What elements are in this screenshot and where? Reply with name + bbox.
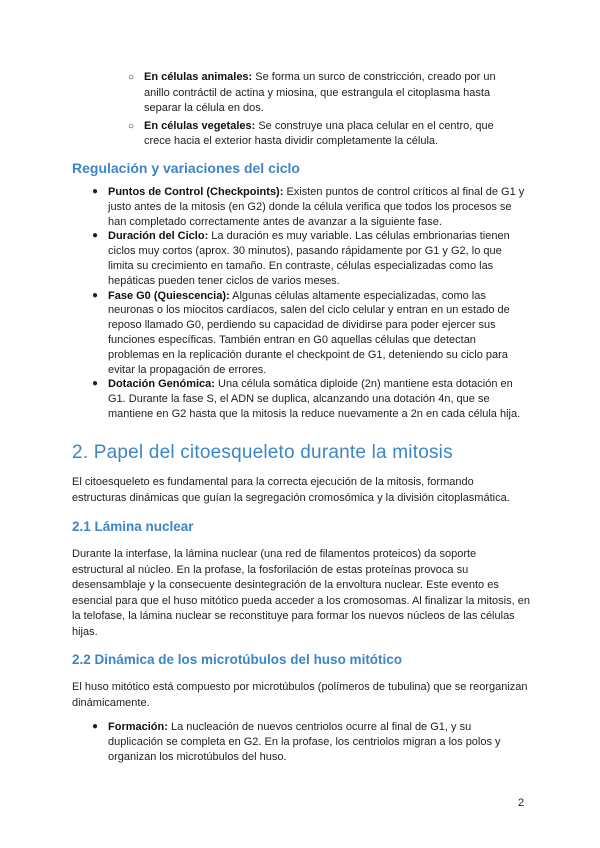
list-item [128, 70, 508, 117]
spindle-list [92, 720, 526, 764]
list-item-term: Formación: [108, 721, 168, 733]
regulation-heading: Regulación y variaciones del ciclo [72, 160, 300, 176]
regulation-list [92, 185, 526, 422]
list-item-term: Duración del Ciclo: [108, 230, 209, 243]
list-item-text: Existen puntos de control críticos al final de G1 y justo antes de la mitosis (en G2) donde la célula verifica que todos los procesos se han completado correctamente antes de avanzar a la siguiente fase. [108, 186, 525, 228]
section-2-2-paragraph: El huso mitótico está compuesto por microtúbulos (polímeros de tubulina) que se reorganizan dinámicamente. [72, 681, 528, 709]
list-item [92, 229, 526, 288]
list-item-term: Dotación Genómica: [108, 378, 215, 391]
hollow-circle-bullet-icon: ○ [128, 120, 135, 132]
bullet-dot-icon: ● [92, 289, 99, 301]
list-item-term: Puntos de Control (Checkpoints): [108, 186, 284, 198]
section-2-1-heading: 2.1 Lámina nuclear [72, 519, 194, 534]
section-2-heading: 2. Papel del citoesqueleto durante la mitosis [72, 442, 453, 463]
bullet-dot-icon: ● [92, 378, 99, 390]
list-item-text: Se construye una placa celular en el centro, que crece hacia el exterior hasta dividir completamente la célula. [144, 119, 494, 147]
list-item-text: Se forma un surco de constricción, creado por un anillo contráctil de actina y miosina, que estrangula el citoplasma hasta separar la célula en dos. [144, 71, 496, 114]
list-item [92, 185, 526, 229]
section-2-1-paragraph: Durante la interfase, la lámina nuclear (una red de filamentos proteicos) da soporte estructural al núcleo. En la profase, la fosforilación de estas proteínas provoca su desensamblaje y la consecuente desintegración de la envoltura nuclear. Este evento es esencial para que el huso mitótico pueda acceder a los cromosomas. Al finalizar la mitosis, en la telofase, la lámina nuclear se reconstituye para formar los nuevos núcleos de las células hijas. [72, 548, 530, 638]
list-item-text: Algunas células altamente especializadas, como las neuronas o los miocitos cardíacos, salen del ciclo celular y entran en un estado de reposo llamado G0, perdiendo su capacidad de dividirse para poder ejercer sus funciones específicas. También entran en G0 aquellas células que detectan problemas en la replicación durante el checkpoint de G1, deteniendo su ciclo para evitar la propagación de errores. [108, 289, 510, 376]
list-item-term: En células animales: [144, 71, 253, 83]
list-item-text: La nucleación de nuevos centriolos ocurre al final de G1, y su duplicación se completa en G2. En la profase, los centriolos migran a los polos y organizan los microtúbulos del huso. [108, 721, 501, 763]
cytokinesis-sublist [128, 70, 508, 150]
bullet-dot-icon: ● [92, 186, 99, 197]
list-item [92, 289, 526, 378]
list-item-text: La duración es muy variable. Las células embrionarias tienen ciclos muy cortos (aprox. 30 minutos), pasando rápidamente por G1 y G2, lo que limita su crecimiento en tamaño. En contraste, células especializadas como las hepáticas pueden tener ciclos de varios meses. [108, 230, 510, 287]
page-number: 2 [518, 797, 525, 809]
bullet-dot-icon: ● [92, 230, 99, 242]
section-2-2-heading: 2.2 Dinámica de los microtúbulos del huso mitótico [72, 652, 403, 667]
bullet-dot-icon: ● [92, 721, 99, 732]
list-item-term: Fase G0 (Quiescencia): [108, 289, 230, 302]
section-2-intro: El citoesqueleto es fundamental para la correcta ejecución de la mitosis, formando estructuras dinámicas que guían la segregación cromosómica y la división citoplasmática. [72, 476, 510, 504]
list-item-text: Una célula somática diploide (2n) mantiene esta dotación en G1. Durante la fase S, el ADN se duplica, alcanzando una dotación 4n, que se mantiene en G2 hasta que la mitosis la reduce nuevamente a 2n en cada célula hija. [108, 378, 521, 420]
list-item [128, 119, 508, 150]
list-item [92, 377, 526, 421]
hollow-circle-bullet-icon: ○ [128, 72, 135, 83]
list-item-term: En células vegetales: [144, 119, 256, 132]
list-item [92, 720, 526, 764]
